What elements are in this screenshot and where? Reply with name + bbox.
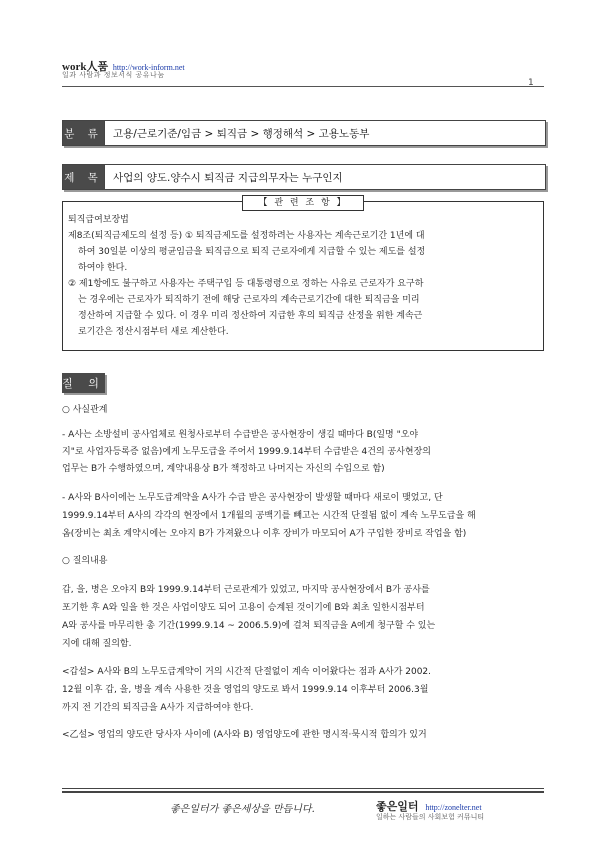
question-paragraph: 업무는 B가 수행하였으며, 계약내용상 B가 책정하고 나머지는 자신의 수입으로 함) — [62, 464, 385, 474]
question-paragraph: 지에 대해 질의함. — [62, 639, 132, 649]
subject-label: 제 목 — [63, 165, 104, 189]
brand-name: work人품 — [62, 61, 109, 73]
footer-tagline: 일하는 사람들의 사회보험 커뮤니티 — [376, 813, 485, 821]
question-paragraph: - A사는 소방설비 공사업체로 원청사로부터 수급받은 공사현장이 생길 때마다 B(일명 "오야 — [62, 430, 419, 440]
related-line: 하여 30일분 이상의 평균임금을 퇴직금으로 퇴직 근로자에게 지급할 수 있는 제도를 설정 — [78, 247, 426, 257]
related-line: 는 경우에는 근로자가 퇴직하기 전에 해당 근로자의 계속근로기간에 대한 퇴직금을 미리 — [78, 295, 420, 305]
related-line: ② 제1항에도 불구하고 사용자는 주택구입 등 대통령령으로 정하는 사유로 근로자가 요구하 — [68, 279, 424, 289]
header-divider — [62, 86, 544, 87]
question-paragraph: A와 공사를 마무리한 총 기간(1999.9.14 ~ 2006.5.9)에 걸쳐 퇴직금을 A에게 청구할 수 있는 — [62, 621, 436, 631]
subject-row — [62, 164, 546, 190]
related-line: 하여야 한다. — [78, 263, 128, 273]
question-paragraph: 지"로 사업자등록증 없음)에게 노무도급을 주어서 1999.9.14부터 수급받은 4건의 공사현장의 — [62, 447, 431, 457]
related-line: 로기간은 정산시점부터 새로 계산한다. — [78, 327, 229, 337]
question-paragraph: <갑설> A사와 B의 노무도급계약이 거의 시간적 단절없이 계속 이어왔다는 점과 A사가 2002. — [62, 667, 432, 677]
category-label: 분 류 — [63, 121, 104, 145]
question-paragraph: 옴(장비는 최초 계약시에는 오야지 B가 가져왔으나 이후 장비가 마모되어 A가 구입한 장비로 작업을 함) — [62, 529, 467, 539]
footer-divider — [62, 788, 544, 789]
question-paragraph: <乙설> 영업의 양도란 당사자 사이에 (A사와 B) 영업양도에 관한 명시적·묵시적 합의가 있거 — [62, 730, 427, 740]
question-paragraph: ○ 사실관계 — [62, 405, 108, 415]
question-paragraph: ○ 질의내용 — [62, 556, 108, 566]
question-paragraph: 포기한 후 A와 일을 한 것은 사업이양도 되어 고용이 승계된 것이기에 B와 최초 일한시점부터 — [62, 603, 425, 613]
question-paragraph: - A사와 B사이에는 노무도급계약을 A사가 수급 받은 공사현장이 발생할 때마다 새로이 맺었고, 단 — [62, 493, 443, 503]
category-value: 고용/근로기준/임금 > 퇴직금 > 행정해석 > 고용노동부 — [104, 121, 545, 145]
footer-slogan: 좋은일터가 좋은세상을 만듭니다. — [170, 804, 315, 815]
footer-divider-thick — [62, 791, 544, 793]
related-line: 제8조(퇴직금제도의 설정 등) ① 퇴직금제도를 설정하려는 사용자는 계속근로기간 1년에 대 — [68, 231, 425, 241]
category-row — [62, 120, 546, 146]
subject-value: 사업의 양도.양수시 퇴직금 지급의무자는 누구인지 — [104, 165, 545, 189]
brand-url[interactable]: http://work-inform.net — [112, 63, 185, 72]
question-paragraph: 1999.9.14부터 A사의 각각의 현장에서 1개월의 공백기를 빼고는 시간적 단절됨 없이 계속 노무도급을 해 — [62, 511, 476, 521]
question-paragraph: 까지 전 기간의 퇴직금을 A사가 지급하여야 한다. — [62, 703, 254, 713]
question-paragraph: 갑, 을, 병은 오야지 B와 1999.9.14부터 근로관계가 있었고, 마지막 공사현장에서 B가 공사를 — [62, 585, 430, 595]
footer-url[interactable]: http://zonelter.net — [425, 803, 482, 812]
brand-tagline: 일과 사람과 정보서식 공유나눔 — [62, 71, 165, 79]
question-paragraph: 12월 이후 갑, 을, 병을 계속 사용한 것을 영업의 양도로 봐서 1999.9.14 이후부터 2006.3월 — [62, 685, 429, 695]
related-provisions-heading: 【 관 련 조 항 】 — [242, 195, 364, 211]
related-line: 정산하여 지급할 수 있다. 이 경우 미리 정산하여 지급한 후의 퇴직금 산정을 위한 계속근 — [78, 311, 423, 321]
related-line: 퇴직급여보장법 — [68, 215, 129, 225]
question-label: 질 의 — [62, 373, 105, 393]
page-number: 1 — [528, 78, 534, 88]
footer-brand: 좋은일터 — [376, 800, 419, 813]
